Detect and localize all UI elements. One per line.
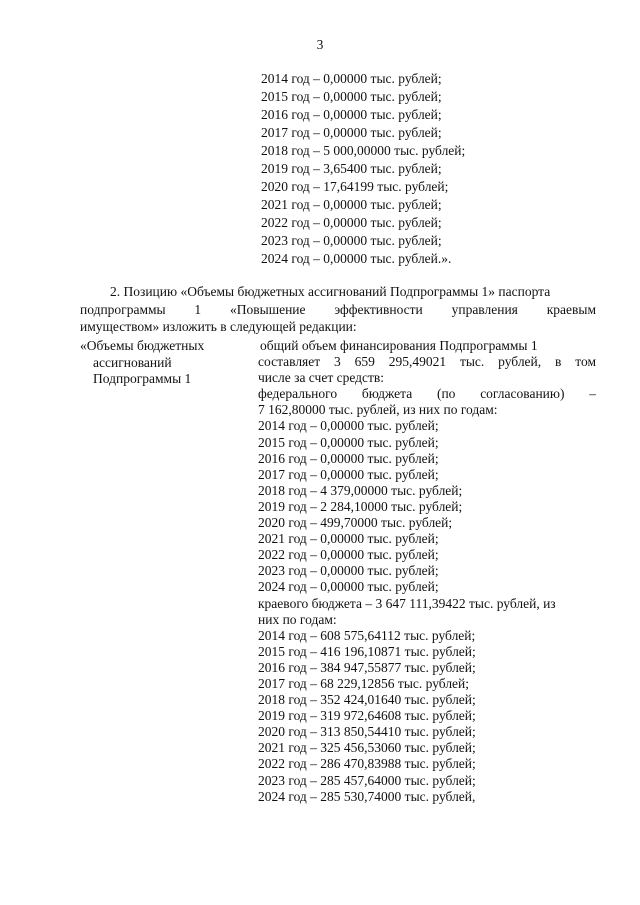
federal-budget-line: 7 162,80000 тыс. рублей, из них по годам:: [258, 402, 498, 418]
list-item: 2022 год – 0,00000 тыс. рублей;: [261, 215, 442, 230]
list-item: 2018 год – 5 000,00000 тыс. рублей;: [261, 143, 466, 158]
intro-line: общий объем финансирования Подпрограммы 1: [260, 338, 538, 353]
list-item: 2014 год – 0,00000 тыс. рублей;: [261, 71, 442, 86]
regional-year-item: 2017 год – 68 229,12856 тыс. рублей;: [258, 675, 470, 691]
regional-year-item: 2024 год – 285 530,74000 тыс. рублей,: [258, 788, 476, 804]
federal-year-item: 2015 год – 0,00000 тыс. рублей;: [258, 434, 439, 450]
regional-year-item: 2020 год – 313 850,54410 тыс. рублей;: [258, 724, 476, 740]
regional-budget-line: них по годам:: [258, 611, 337, 627]
position-label-line: Подпрограммы 1: [93, 371, 192, 386]
federal-year-item: 2021 год – 0,00000 тыс. рублей;: [258, 531, 439, 547]
list-item: 2021 год – 0,00000 тыс. рублей;: [261, 197, 442, 212]
amendment-paragraph: [80, 283, 596, 336]
list-item: 2015 год – 0,00000 тыс. рублей;: [261, 89, 442, 104]
regional-year-item: 2023 год – 285 457,64000 тыс. рублей;: [258, 772, 476, 788]
federal-year-item: 2018 год – 4 379,00000 тыс. рублей;: [258, 482, 463, 498]
federal-year-item: 2022 год – 0,00000 тыс. рублей;: [258, 547, 439, 563]
funding-details: [258, 338, 596, 805]
regional-year-item: 2016 год – 384 947,55877 тыс. рублей;: [258, 659, 476, 675]
paragraph-line: имуществом» изложить в следующей редакции:: [80, 319, 357, 334]
regional-year-item: 2015 год – 416 196,10871 тыс. рублей;: [258, 643, 476, 659]
regional-year-item: 2018 год – 352 424,01640 тыс. рублей;: [258, 692, 476, 708]
paragraph-line: подпрограммы 1 «Повышение эффективности управления краевым: [80, 301, 596, 317]
position-label-line: «Объемы бюджетных: [80, 338, 205, 353]
regional-year-item: 2021 год – 325 456,53060 тыс. рублей;: [258, 740, 476, 756]
federal-year-item: 2014 год – 0,00000 тыс. рублей;: [258, 418, 439, 434]
list-item: 2023 год – 0,00000 тыс. рублей;: [261, 233, 442, 248]
federal-year-item: 2017 год – 0,00000 тыс. рублей;: [258, 466, 439, 482]
list-item: 2024 год – 0,00000 тыс. рублей.».: [261, 251, 452, 266]
list-item: 2016 год – 0,00000 тыс. рублей;: [261, 107, 442, 122]
list-item: 2017 год – 0,00000 тыс. рублей;: [261, 125, 442, 140]
list-item: 2020 год – 17,64199 тыс. рублей;: [261, 179, 449, 194]
federal-year-item: 2020 год – 499,70000 тыс. рублей;: [258, 515, 453, 531]
regional-budget-line: краевого бюджета – 3 647 111,39422 тыс. рублей, из: [258, 595, 556, 611]
intro-line: составляет 3 659 295,49021 тыс. рублей, в том: [258, 354, 596, 370]
position-label-line: ассигнований: [93, 354, 172, 370]
position-label: [80, 338, 250, 388]
regional-year-item: 2019 год – 319 972,64608 тыс. рублей;: [258, 708, 476, 724]
regional-year-item: 2014 год – 608 575,64112 тыс. рублей;: [258, 627, 476, 643]
top-funding-list: [261, 70, 591, 268]
list-item: 2019 год – 3,65400 тыс. рублей;: [261, 161, 442, 176]
federal-budget-line: федерального бюджета (по согласованию) –: [258, 386, 596, 402]
federal-year-item: 2016 год – 0,00000 тыс. рублей;: [258, 450, 439, 466]
federal-year-item: 2024 год – 0,00000 тыс. рублей;: [258, 579, 439, 595]
intro-line: числе за счет средств:: [258, 370, 385, 386]
federal-year-item: 2019 год – 2 284,10000 тыс. рублей;: [258, 498, 463, 514]
paragraph-line: 2. Позицию «Объемы бюджетных ассигнований Подпрограммы 1» паспорта: [110, 284, 551, 299]
federal-year-item: 2023 год – 0,00000 тыс. рублей;: [258, 563, 439, 579]
page-number: 3: [316, 37, 324, 52]
regional-year-item: 2022 год – 286 470,83988 тыс. рублей;: [258, 756, 476, 772]
